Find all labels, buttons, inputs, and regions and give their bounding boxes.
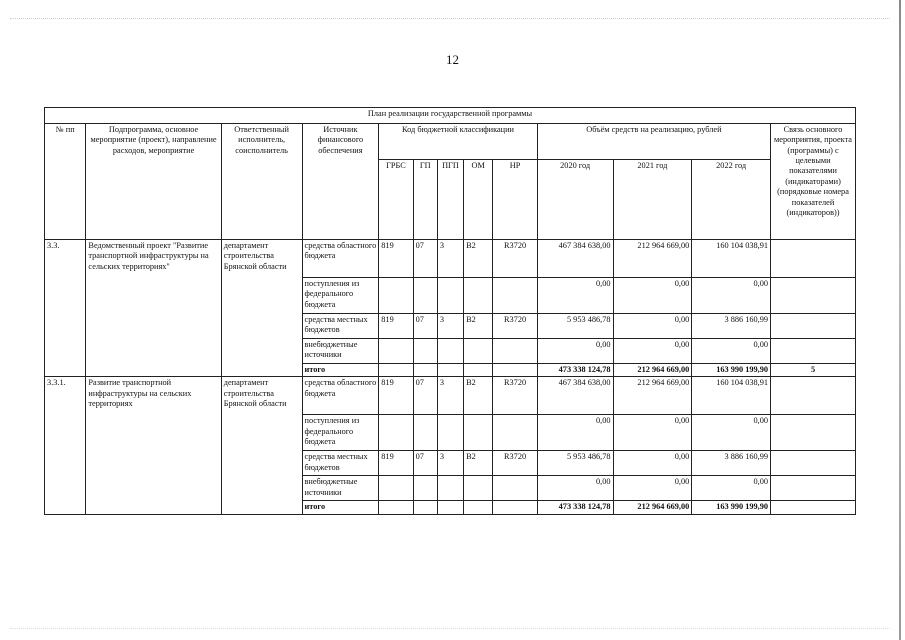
cell-np: R3720 [493, 314, 537, 339]
cell-gp [413, 339, 437, 364]
cell-2022: 160 104 038,91 [692, 377, 771, 415]
header-source: Источник финансового обеспечения [302, 124, 379, 240]
cell-2021: 0,00 [613, 415, 692, 451]
cell-pgp: 3 [437, 314, 463, 339]
cell-2022: 0,00 [692, 339, 771, 364]
cell-2022: 160 104 038,91 [692, 240, 771, 278]
cell-2020: 467 384 638,00 [537, 377, 613, 415]
cell-2021: 0,00 [613, 339, 692, 364]
cell-source: средства местных бюджетов [302, 451, 379, 476]
cell-2021: 212 964 669,00 [613, 240, 692, 278]
header-pgp: ПГП [437, 160, 463, 240]
cell-subprogram: Ведомственный проект "Развитие транспортной инфраструктуры на сельских территориях" [86, 240, 221, 377]
cell-2021: 0,00 [613, 476, 692, 501]
cell-link [771, 476, 856, 501]
cell-2022: 3 886 160,99 [692, 451, 771, 476]
cell-2020: 0,00 [537, 339, 613, 364]
cell-om [464, 415, 493, 451]
cell-gp: 07 [413, 240, 437, 278]
header-2021: 2021 год [613, 160, 692, 240]
cell-2020: 5 953 486,78 [537, 314, 613, 339]
page-number: 12 [446, 52, 459, 67]
cell-link [771, 240, 856, 278]
cell-om [464, 278, 493, 314]
cell-np [493, 476, 537, 501]
cell-2020: 5 953 486,78 [537, 451, 613, 476]
cell-source: итого [302, 501, 379, 514]
header-budget-code: Код бюджетной классификации [379, 124, 538, 160]
cell-2020: 0,00 [537, 415, 613, 451]
cell-source: внебюджетные источники [302, 476, 379, 501]
cell-pgp [437, 415, 463, 451]
table-row [45, 377, 856, 415]
cell-om: В2 [464, 377, 493, 415]
cell-2021: 212 964 669,00 [613, 501, 692, 514]
cell-source: итого [302, 364, 379, 377]
cell-grbs: 819 [379, 314, 413, 339]
cell-source: поступления из федерального бюджета [302, 278, 379, 314]
cell-grbs: 819 [379, 377, 413, 415]
cell-gp [413, 476, 437, 501]
cell-om: В2 [464, 314, 493, 339]
cell-np [493, 501, 537, 514]
cell-np: R3720 [493, 377, 537, 415]
cell-np [493, 415, 537, 451]
cell-grbs [379, 364, 413, 377]
cell-grbs [379, 339, 413, 364]
cell-source: средства местных бюджетов [302, 314, 379, 339]
cell-2022: 163 990 199,90 [692, 501, 771, 514]
scan-artifact-bottom [10, 628, 890, 630]
cell-pgp: 3 [437, 240, 463, 278]
cell-2021: 0,00 [613, 451, 692, 476]
cell-np [493, 339, 537, 364]
cell-num: 3.3.1. [45, 377, 86, 514]
cell-2022: 0,00 [692, 415, 771, 451]
cell-pgp [437, 476, 463, 501]
cell-link [771, 377, 856, 415]
scan-artifact-top [10, 18, 890, 20]
cell-gp [413, 278, 437, 314]
cell-om: В2 [464, 240, 493, 278]
cell-link [771, 339, 856, 364]
cell-pgp: 3 [437, 377, 463, 415]
cell-grbs: 819 [379, 240, 413, 278]
cell-np [493, 364, 537, 377]
cell-grbs [379, 278, 413, 314]
header-subprogram: Подпрограмма, основное мероприятие (проект), направление расходов, мероприятие [86, 124, 221, 240]
cell-link [771, 314, 856, 339]
header-2020: 2020 год [537, 160, 613, 240]
cell-np [493, 278, 537, 314]
cell-link [771, 278, 856, 314]
cell-2022: 0,00 [692, 476, 771, 501]
header-np: НР [493, 160, 537, 240]
cell-link: 5 [771, 364, 856, 377]
cell-source: средства областного бюджета [302, 377, 379, 415]
cell-2021: 212 964 669,00 [613, 377, 692, 415]
cell-executor: департамент строительства Брянской области [221, 377, 302, 514]
cell-gp: 07 [413, 314, 437, 339]
cell-link [771, 451, 856, 476]
cell-gp [413, 415, 437, 451]
cell-pgp [437, 278, 463, 314]
cell-source: поступления из федерального бюджета [302, 415, 379, 451]
header-volume: Объём средств на реализацию, рублей [537, 124, 770, 160]
cell-grbs: 819 [379, 451, 413, 476]
cell-pgp: 3 [437, 451, 463, 476]
cell-subprogram: Развитие транспортной инфраструктуры на сельских территориях [86, 377, 221, 514]
cell-gp [413, 501, 437, 514]
header-2022: 2022 год [692, 160, 771, 240]
cell-2021: 212 964 669,00 [613, 364, 692, 377]
cell-om [464, 364, 493, 377]
cell-om [464, 501, 493, 514]
cell-link [771, 501, 856, 514]
cell-om: В2 [464, 451, 493, 476]
header-grbs: ГРБС [379, 160, 413, 240]
cell-source: средства областного бюджета [302, 240, 379, 278]
cell-pgp [437, 339, 463, 364]
cell-num: 3.3. [45, 240, 86, 377]
header-executor: Ответственный исполнитель, соисполнитель [221, 124, 302, 240]
cell-np: R3720 [493, 451, 537, 476]
cell-2020: 0,00 [537, 278, 613, 314]
cell-gp: 07 [413, 377, 437, 415]
cell-gp: 07 [413, 451, 437, 476]
cell-link [771, 415, 856, 451]
cell-pgp [437, 501, 463, 514]
cell-source: внебюджетные источники [302, 339, 379, 364]
table-body [45, 240, 856, 515]
header-num: № пп [45, 124, 86, 240]
header-link: Связь основного мероприятия, проекта (программы) с целевыми показателями (индикаторами) (порядковые номера показателей (индикаторов)) [771, 124, 856, 240]
cell-grbs [379, 415, 413, 451]
cell-grbs [379, 476, 413, 501]
cell-2020: 473 338 124,78 [537, 364, 613, 377]
cell-pgp [437, 364, 463, 377]
cell-2020: 0,00 [537, 476, 613, 501]
cell-executor: департамент строительства Брянской области [221, 240, 302, 377]
table-title: План реализации государственной программы [45, 108, 856, 124]
header-gp: ГП [413, 160, 437, 240]
cell-2022: 0,00 [692, 278, 771, 314]
cell-2021: 0,00 [613, 314, 692, 339]
cell-om [464, 476, 493, 501]
header-om: ОМ [464, 160, 493, 240]
cell-grbs [379, 501, 413, 514]
table-row [45, 240, 856, 278]
cell-2020: 467 384 638,00 [537, 240, 613, 278]
cell-2022: 163 990 199,90 [692, 364, 771, 377]
program-plan-table [44, 107, 856, 515]
scan-edge [899, 0, 901, 640]
cell-gp [413, 364, 437, 377]
cell-2020: 473 338 124,78 [537, 501, 613, 514]
cell-2021: 0,00 [613, 278, 692, 314]
cell-np: R3720 [493, 240, 537, 278]
cell-2022: 3 886 160,99 [692, 314, 771, 339]
cell-om [464, 339, 493, 364]
